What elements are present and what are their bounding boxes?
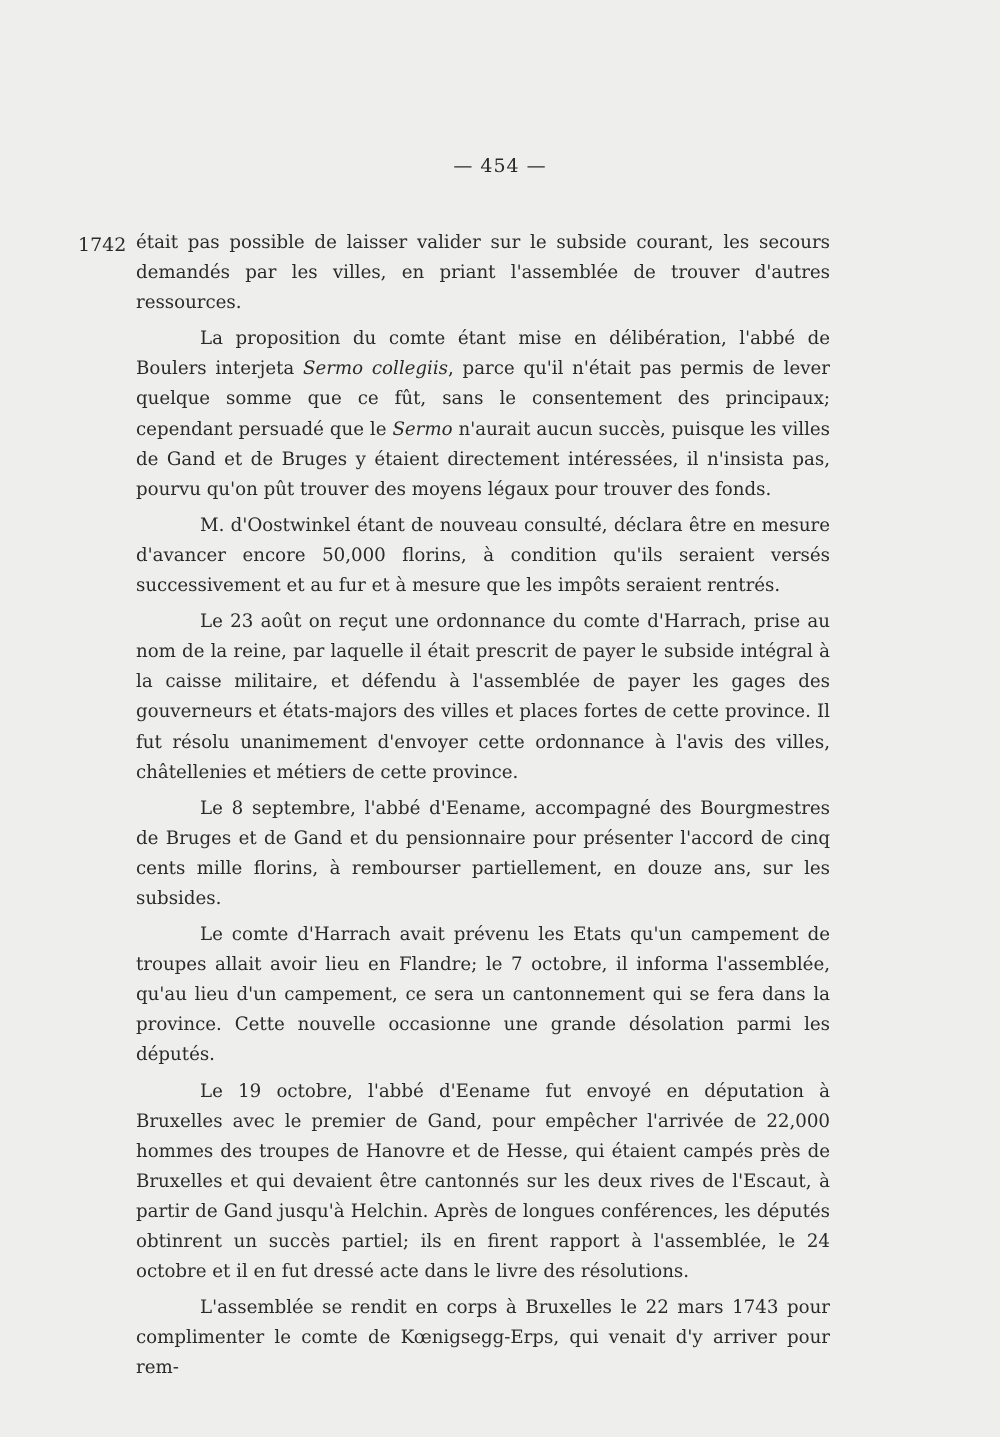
paragraph-text: Le 19 octobre, l'abbé d'Eename fut envoyé en députation à Bruxelles avec le premier de Gand, pour empêcher l'arrivée de 22,000 hommes des troupes de Hanovre et de Hesse, qui étaient campés près de Bruxelles et qui devaient être cantonnés sur les deux rives de l'Escaut, à partir de Gand jusqu'à Helchin. Après de longues conférences, les députés obtinrent un succès partiel; ils en firent rapport à l'assemblée, le 24 octobre et il en fut dressé acte dans le livre des résolutions. <box>136 1080 830 1283</box>
paragraph-text: Le 8 septembre, l'abbé d'Eename, accompagné des Bourgmestres de Bruges et de Gand et du pensionnaire pour présenter l'accord de cinq cents mille florins, à rembourser partiellement, en douze ans, sur les subsides. <box>136 797 830 909</box>
paragraph-5 <box>136 794 830 914</box>
paragraph-text: La proposition du comte étant mise en délibération, l'abbé de Boulers interjeta <box>136 328 830 380</box>
latin-term: Sermo collegiis <box>303 358 449 380</box>
body-text <box>136 228 830 1389</box>
paragraph-1 <box>136 228 830 318</box>
paragraph-8 <box>136 1293 830 1383</box>
paragraph-text: , parce qu'il n'était pas permis de lever quelque somme que ce fût, sans le consentement des principaux; cependant persuadé que le <box>136 358 830 440</box>
paragraph-2 <box>136 324 830 505</box>
paragraph-text: n'aurait aucun succès, puisque les villes de Gand et de Bruges y étaient directement intéressées, il n'insista pas, pourvu qu'on pût trouver des moyens légaux pour trouver des fonds. <box>136 418 830 500</box>
page-number: — 454 — <box>453 155 547 177</box>
paragraph-text: Le comte d'Harrach avait prévenu les Etats qu'un campement de troupes allait avoir lieu en Flandre; le 7 octobre, il informa l'assemblée, qu'au lieu d'un campement, ce sera un cantonnement qui se fera dans la province. Cette nouvelle occasionne une grande désolation parmi les députés. <box>136 924 830 1066</box>
paragraph-6 <box>136 920 830 1070</box>
paragraph-text: L'assemblée se rendit en corps à Bruxelles le 22 mars 1743 pour complimenter le comte de Kœnigsegg-Erps, qui venait d'y arriver pour rem- <box>136 1297 830 1379</box>
latin-term: Sermo <box>392 418 453 440</box>
margin-year-note: 1742 <box>78 234 127 256</box>
paragraph-7 <box>136 1077 830 1288</box>
paragraph-4 <box>136 607 830 788</box>
paragraph-text: était pas possible de laisser valider sur le subside courant, les secours demandés par les villes, en priant l'assemblée de trouver d'autres ressources. <box>136 232 830 314</box>
paragraph-text: M. d'Oostwinkel étant de nouveau consulté, déclara être en mesure d'avancer encore 50,000 florins, à condition qu'ils seraient versés successivement et au fur et à mesure que les impôts seraient rentrés. <box>136 514 830 597</box>
paragraph-text: Le 23 août on reçut une ordonnance du comte d'Harrach, prise au nom de la reine, par laquelle il était prescrit de payer le subside intégral à la caisse militaire, et défendu à l'assemblée de payer les gages des gouverneurs et états-majors des villes et places fortes de cette province. Il fut résolu unanimement d'envoyer cette ordonnance à l'avis des villes, châtellenies et métiers de cette province. <box>136 611 830 783</box>
paragraph-3 <box>136 511 830 601</box>
